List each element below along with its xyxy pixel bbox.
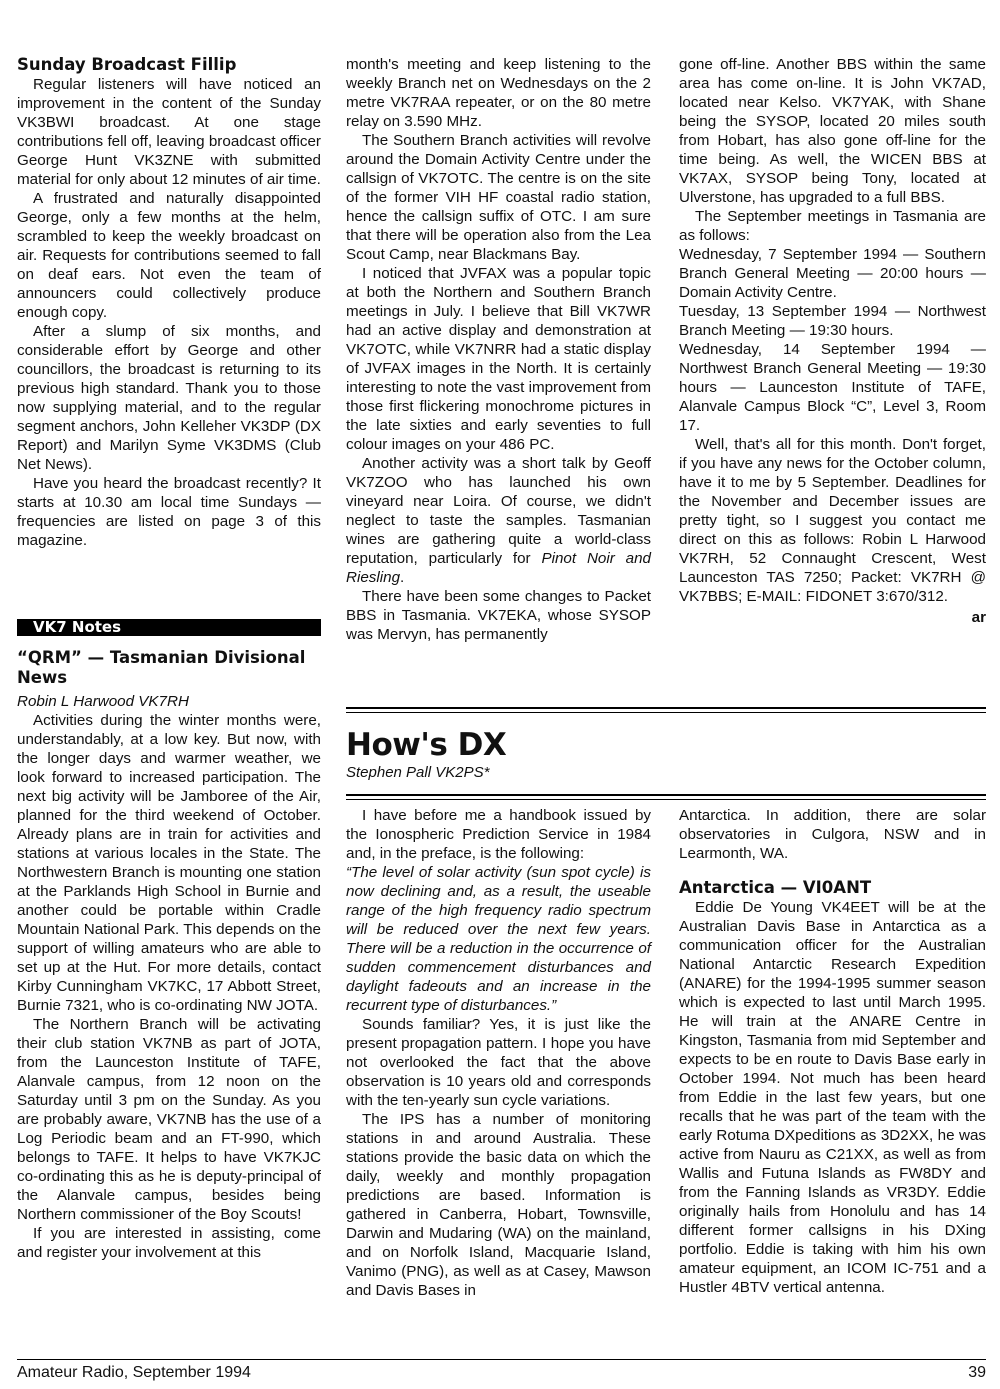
section-bar-vk7-notes: VK7 Notes (17, 619, 321, 636)
paragraph (346, 454, 651, 587)
paragraph: gone off-line. Another BBS within the same area has come on-line. It is John VK7AD, located near Kelso. VK7YAK, with Shane being the SYSOP, located 20 miles south from Hobart, has also gone off-line for the time being. As well, the WICEN BBS at VK7AX, SYSOP being Tony, located at Ulverstone, has upgraded to a full BBS. (679, 56, 986, 206)
paragraph: Activities during the winter months were, understandably, at a low key. But now, with the longer days and warmer weather, we look forward to increased participation. The next big activity will be Jamboree of the Air, planned for the third weekend of October. Already plans are in train for activities and stations at various locales in the State. The Northwestern Branch is mounting one station at the Parklands High School in Burnie and another could be portable within Cradle Mountain National Park. This depends on the support of willing amateurs who are able to set up at the Hut. For more details, contact Kirby Cunningham VK7KC, 17 Abbott Street, Burnie 7321, who is co-ordinating NW JOTA. (17, 712, 321, 1014)
meeting-item: Wednesday, 7 September 1994 — Southern Branch General Meeting — 20:00 hours — Domain Activity Centre. (679, 246, 986, 301)
column-2 (346, 55, 651, 644)
paragraph: The IPS has a number of monitoring stations in and around Australia. These stations provide the basic data on which the daily, weekly and monthly propagation predictions are based. Information is gathered in Canberra, Hobart, Townsville, Darwin and Mudaring (WA) on the mainland, and on Norfolk Island, Macquarie Island, Vanimo (PNG), as well as at Casey, Mawson and Davis Bases in (346, 1111, 651, 1299)
paragraph: There have been some changes to Packet BBS in Tasmania. VK7EKA, whose SYSOP was Mervyn, has permanently (346, 588, 651, 643)
dx-column-left (346, 806, 651, 1300)
paragraph: If you are interested in assisting, come and register your involvement at this (17, 1225, 321, 1261)
paragraph: Antarctica. In addition, there are solar observatories in Culgora, NSW and in Learmonth, WA. (679, 807, 986, 862)
paragraph: The Northern Branch will be activating their club station VK7NB as part of JOTA, from the Launceston Institute of TAFE, Alanvale campus, from 12 noon on the Saturday until 3 pm on the Sunday. As you are probably aware, VK7NB has the use of a Log Periodic beam and an FT-990, which belongs to TAFE. It helps to have VK7KJC co-ordinating this as he is deputy-principal of the Alanvale campus, besides being Northern commissioner of the Boy Scouts! (17, 1016, 321, 1223)
paragraph: month's meeting and keep listening to the weekly Branch net on Wednesdays on the 2 metre VK7RAA repeater, or on the 80 metre relay on 3.590 MHz. (346, 56, 651, 130)
quote: “The level of solar activity (sun spot cycle) is now declining and, as a result, the useable range of the high frequency radio spectrum will be reduced over the next few years. There will be a reduction in the occurrence of sudden commencement disturbances and daylight fadeouts and an increase in the recurrent type of disturbances.” (346, 864, 651, 1014)
divider-rule (346, 712, 986, 713)
paragraph-text: Another activity was a short talk by Geoff VK7ZOO who has launched his own vineyard near Loira. Of course, we didn't neglect to taste the samples. Tasmanian wines are gathering quite a world-class reputation, particularly for (346, 455, 651, 567)
column-3 (679, 55, 986, 627)
column-1-vk7 (17, 619, 321, 1262)
paragraph: I noticed that JVFAX was a popular topic at both the Northern and Southern Branch meetings in July. I believe that Bill VK7WR had an active display and demonstration at VK7OTC, while VK7NRR had a static display of JVFAX images in the North. It is certainly interesting to note the vast improvement from those first flickering monochrome pictures in the late sixties and early seventies to full colour images on your 486 PC. (346, 265, 651, 453)
footer-publication: Amateur Radio, September 1994 (17, 1364, 251, 1381)
paragraph: Eddie De Young VK4EET will be at the Australian Davis Base in Antarctica as a communication officer for the Australian National Antarctic Research Expedition (ANARE) for the 1994-1995 summer season which is expected to last until March 1995. He will train at the ANARE Centre in Kingston, Tasmania from mid September and expects to be en route to Davis Base early in October 1994. Not much has been heard from Eddie in the last few years, but one recalls that he was part of the team with the early Rotuma DXpeditions as 3D2XX, he was active from Nauru as C21XX, as well as from Wallis and Futuna Islands as FW8DY and from the Fanning Islands as VR3DY. Eddie originally hails from Honolulu and has 14 different former callsigns in his DXing portfolio. Eddie is taking with him his own amateur equipment, an ICOM IC-751 and a Hustler 4BTV vertical antenna. (679, 899, 986, 1296)
heading-qrm-tasmanian: “QRM” — Tasmanian Divisional News (17, 648, 306, 687)
paragraph: The Southern Branch activities will revolve around the Domain Activity Centre under the callsign of VK7OTC. The centre is on the site of the former VIH HF coastal radio station, hence the callsign suffix of OTC. I am sure that there will be operation also from the Lea Scout Camp, near Blackmans Bay. (346, 132, 651, 263)
footer-rule (17, 1359, 986, 1360)
page-number: 39 (968, 1364, 986, 1381)
punctuation: . (400, 569, 405, 586)
paragraph: Have you heard the broadcast recently? It starts at 10.30 am local time Sundays — frequencies are listed on page 3 of this magazine. (17, 475, 321, 549)
wine-names: Pinot Noir and Riesling (346, 550, 651, 586)
paragraph: After a slump of six months, and considerable effort by George and other councillors, the broadcast is returning to its previous high standard. Thank you to those now supplying material, and to the regular segment anchors, John Kelleher VK3DP (DX Report) and Marilyn Syme VK3DMS (Club Net News). (17, 323, 321, 473)
meeting-item: Wednesday, 14 September 1994 — Northwest Branch General Meeting — 19:30 hours — Launceston Institute of TAFE, Alanvale Campus Block “C”, Level 3, Room 17. (679, 341, 986, 434)
paragraph: A frustrated and naturally disappointed George, only a few months at the helm, scrambled to keep the weekly broadcast on air. Requests for contributions seemed to fall on deaf ears. Not even the team of announcers could collectively produce enough copy. (17, 190, 321, 321)
divider-rule (346, 794, 986, 796)
heading-antarctica: Antarctica — VI0ANT (679, 878, 872, 897)
meeting-item: Tuesday, 13 September 1994 — Northwest Branch Meeting — 19:30 hours. (679, 303, 986, 339)
paragraph: The September meetings in Tasmania are as follows: (679, 208, 986, 244)
paragraph: Sounds familiar? Yes, it is just like the present propagation pattern. I hope you have not overlooked the fact that the above observation is 10 years old and corresponds with the ten-yearly sun cycle variations. (346, 1016, 651, 1109)
hows-dx-title: How's DX (346, 727, 507, 763)
divider-rule (346, 707, 986, 709)
heading-sunday-broadcast: Sunday Broadcast Fillip (17, 55, 237, 74)
paragraph: Regular listeners will have noticed an improvement in the content of the Sunday VK3BWI broadcast. At one stage contributions fell off, leaving broadcast officer George Hunt VK3ZNE with submitted material for only about 12 minutes of air time. (17, 76, 321, 188)
end-mark: ar (971, 609, 986, 626)
dx-column-right (679, 806, 986, 1297)
paragraph: Well, that's all for this month. Don't forget, if you have any news for the October column, have it to me by 5 September. Deadlines for the November and December issues are pretty tight, so I suggest you contact me direct on this as follows: Robin L Harwood VK7RH, 52 Connaught Crescent, West Launceston TAS 7250; Packet: VK7RH @ VK7BBS; E-MAIL: FIDONET 3:670/312. (679, 436, 986, 605)
hows-dx-byline: Stephen Pall VK2PS* (346, 764, 490, 781)
divider-rule (346, 799, 986, 800)
column-1 (17, 55, 321, 550)
byline: Robin L Harwood VK7RH (17, 693, 189, 710)
paragraph: I have before me a handbook issued by the Ionospheric Prediction Service in 1984 and, in the preface, is the following: (346, 807, 651, 862)
